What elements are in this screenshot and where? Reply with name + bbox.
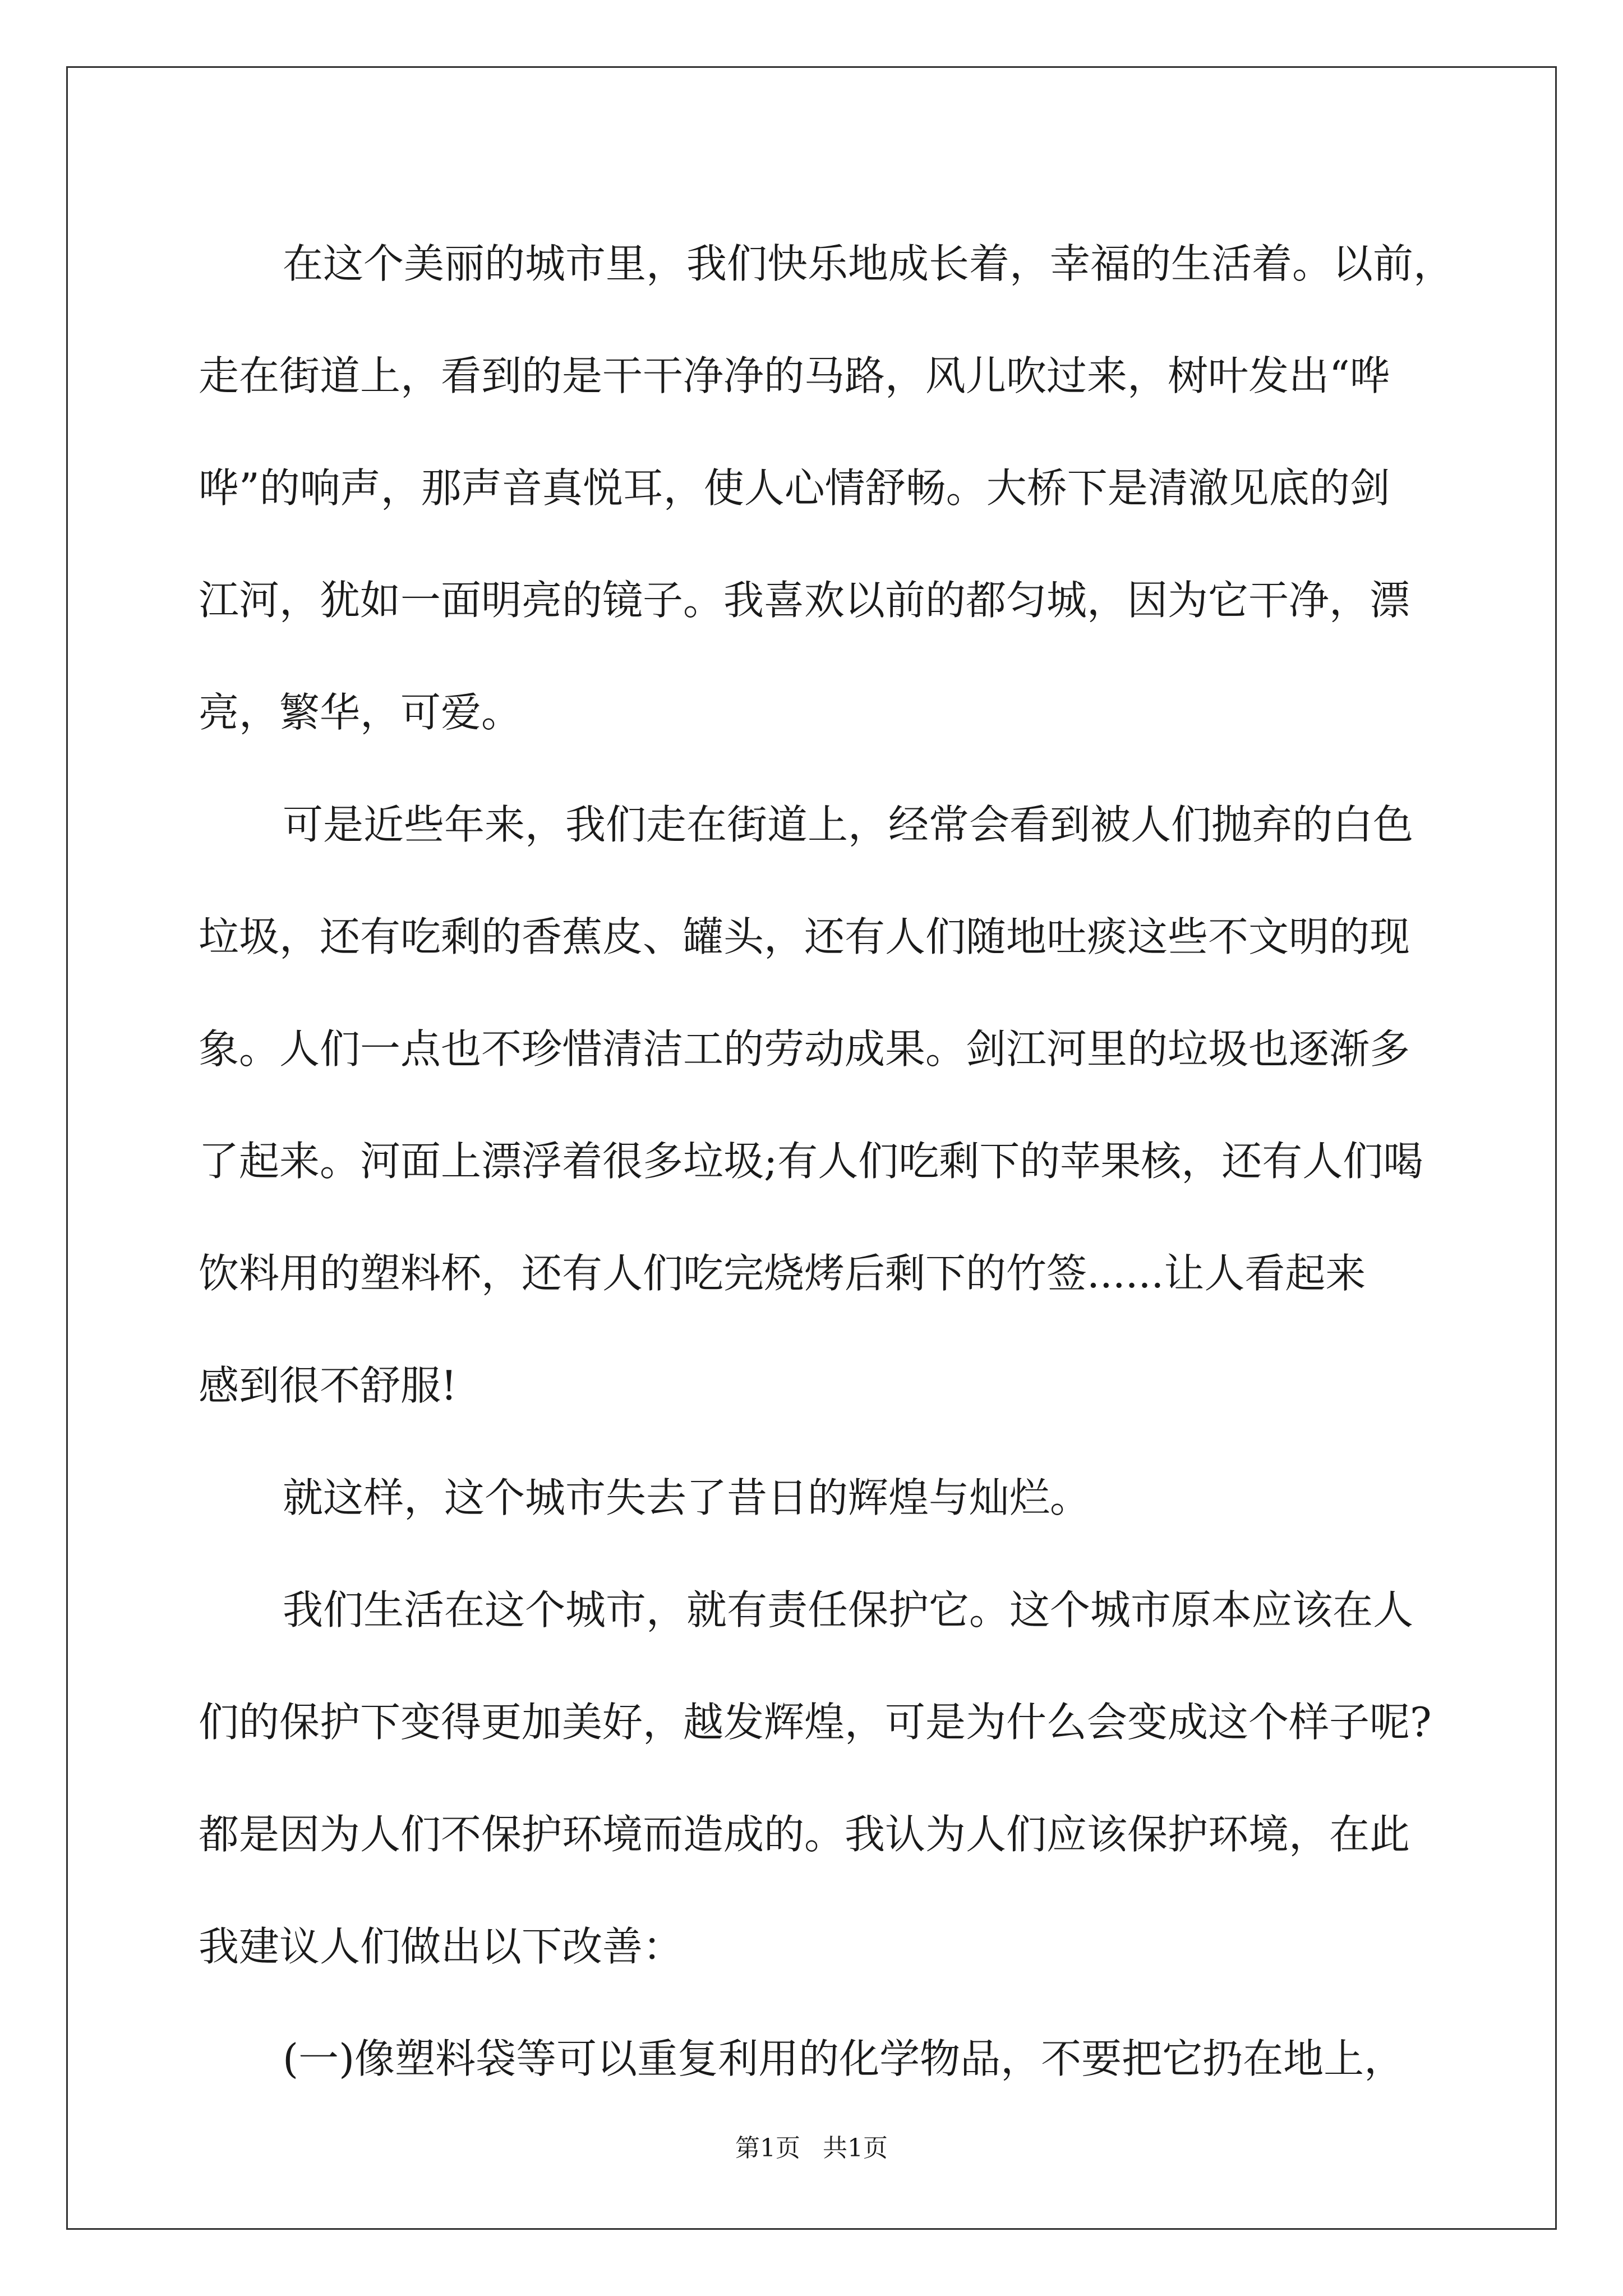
text-line: 哗”的响声，那声音真悦耳，使人心情舒畅。大桥下是清澈见底的剑 <box>199 464 1390 512</box>
page-footer <box>0 2132 1623 2165</box>
text-line: 象。人们一点也不珍惜清洁工的劳动成果。剑江河里的垃圾也逐渐多 <box>199 1025 1410 1073</box>
page-total: 共1页 <box>823 2134 888 2162</box>
text-line: 感到很不舒服! <box>199 1362 457 1409</box>
text-line: 可是近些年来，我们走在街道上，经常会看到被人们抛弃的白色 <box>283 801 1414 848</box>
text-line: 饮料用的塑料杯，还有人们吃完烧烤后剩下的竹签......让人看起来 <box>199 1250 1366 1297</box>
text-line: 江河，犹如一面明亮的镜子。我喜欢以前的都匀城，因为它干净，漂 <box>199 577 1410 624</box>
text-line: 垃圾，还有吃剩的香蕉皮、罐头，还有人们随地吐痰这些不文明的现 <box>199 913 1410 960</box>
text-line: 我们生活在这个城市，就有责任保护它。这个城市原本应该在人 <box>283 1586 1414 1634</box>
document-body <box>199 208 1454 2115</box>
text-line: 我建议人们做出以下改善： <box>199 1923 684 1970</box>
text-line: 了起来。河面上漂浮着很多垃圾;有人们吃剩下的苹果核，还有人们喝 <box>199 1138 1424 1185</box>
text-line: 都是因为人们不保护环境而造成的。我认为人们应该保护环境，在此 <box>199 1811 1410 1858</box>
text-line: 在这个美丽的城市里，我们快乐地成长着，幸福的生活着。以前， <box>283 240 1454 287</box>
text-line: 们的保护下变得更加美好，越发辉煌，可是为什么会变成这个样子呢? <box>199 1699 1432 1746</box>
text-line: (一)像塑料袋等可以重复利用的化学物品，不要把它扔在地上， <box>283 2035 1405 2082</box>
text-line: 亮，繁华，可爱。 <box>199 689 522 736</box>
text-line: 就这样，这个城市失去了昔日的辉煌与灿烂。 <box>283 1474 1091 1521</box>
page-number: 第1页 <box>735 2134 800 2162</box>
text-line: 走在街道上，看到的是干干净净的马路，风儿吹过来，树叶发出“哗 <box>199 352 1390 399</box>
